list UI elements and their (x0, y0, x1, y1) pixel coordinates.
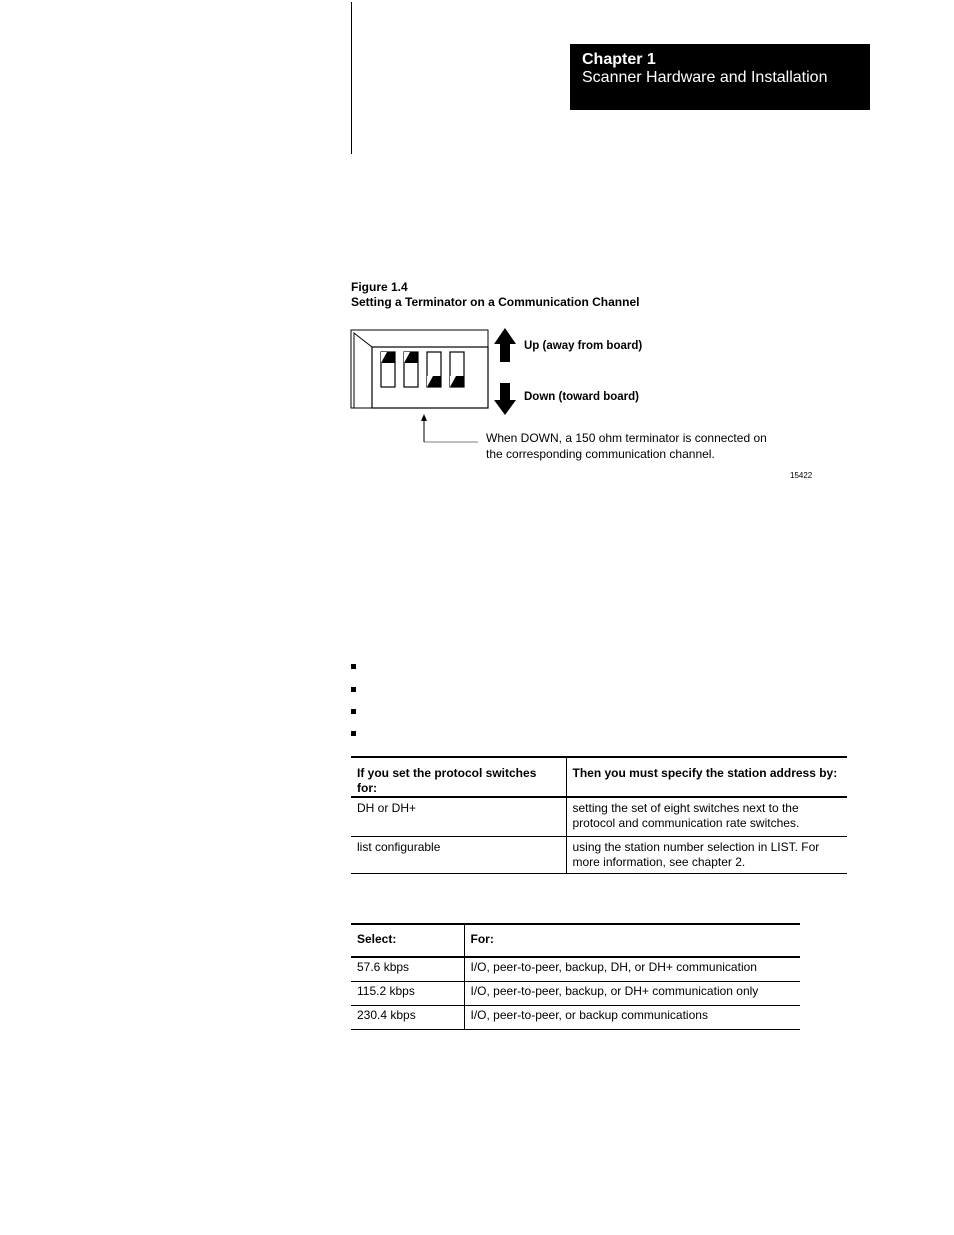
table-cell: 57.6 kbps (351, 957, 464, 981)
chapter-title: Scanner Hardware and Installation (582, 69, 828, 86)
table-cell: setting the set of eight switches next to the protocol and communication rate switches. (566, 797, 847, 836)
chapter-header (570, 44, 870, 110)
bullet-3 (351, 709, 356, 714)
bullet-1 (351, 664, 356, 669)
figure-caption-line2: the corresponding communication channel. (486, 447, 715, 461)
table-cell: list configurable (351, 836, 566, 873)
table-row (351, 797, 847, 836)
communication-rate-table (351, 923, 800, 1030)
table-cell: using the station number selection in LIST. For more information, see chapter 2. (572, 839, 820, 869)
dip-switch (381, 352, 395, 387)
dip-switch (404, 352, 418, 387)
table-header-row (351, 924, 800, 957)
table-header-row (351, 757, 847, 797)
table-row (351, 836, 847, 873)
table-header-cell: Select: (351, 924, 464, 957)
up-arrow-icon (494, 328, 516, 362)
up-label: Up (away from board) (524, 340, 643, 352)
figure-caption-line1: When DOWN, a 150 ohm terminator is connected on (486, 431, 767, 445)
table-cell: I/O, peer-to-peer, backup, or DH+ communication only (464, 981, 800, 1005)
figure-title: Setting a Terminator on a Communication Channel (351, 295, 640, 309)
table-cell: 115.2 kbps (351, 981, 464, 1005)
table-cell: I/O, peer-to-peer, or backup communications (470, 1007, 708, 1022)
table-header-cell: For: (464, 924, 800, 957)
table-cell: DH or DH+ (351, 797, 566, 836)
down-label: Down (toward board) (524, 391, 639, 403)
figure-caption (486, 430, 786, 462)
bullet-2 (351, 687, 356, 692)
table-header-cell: If you set the protocol switches for: (351, 757, 566, 797)
leader-arrowhead (421, 414, 427, 421)
figure-number: Figure 1.4 (351, 280, 408, 294)
table-cell: 230.4 kbps (351, 1005, 464, 1029)
bullet-4 (351, 731, 356, 736)
table-row (351, 957, 800, 981)
dip-switch (450, 352, 464, 387)
figure-id: 15422 (790, 471, 813, 480)
table-row (351, 981, 800, 1005)
chapter-label: Chapter 1 (582, 51, 656, 68)
margin-rule (351, 2, 352, 154)
station-address-table (351, 756, 847, 874)
down-arrow-icon (494, 383, 516, 415)
table-cell: I/O, peer-to-peer, backup, DH, or DH+ communication (464, 957, 800, 981)
table-row (351, 1005, 800, 1029)
table-header-cell: Then you must specify the station address by: (566, 757, 847, 797)
dip-switch (427, 352, 441, 387)
